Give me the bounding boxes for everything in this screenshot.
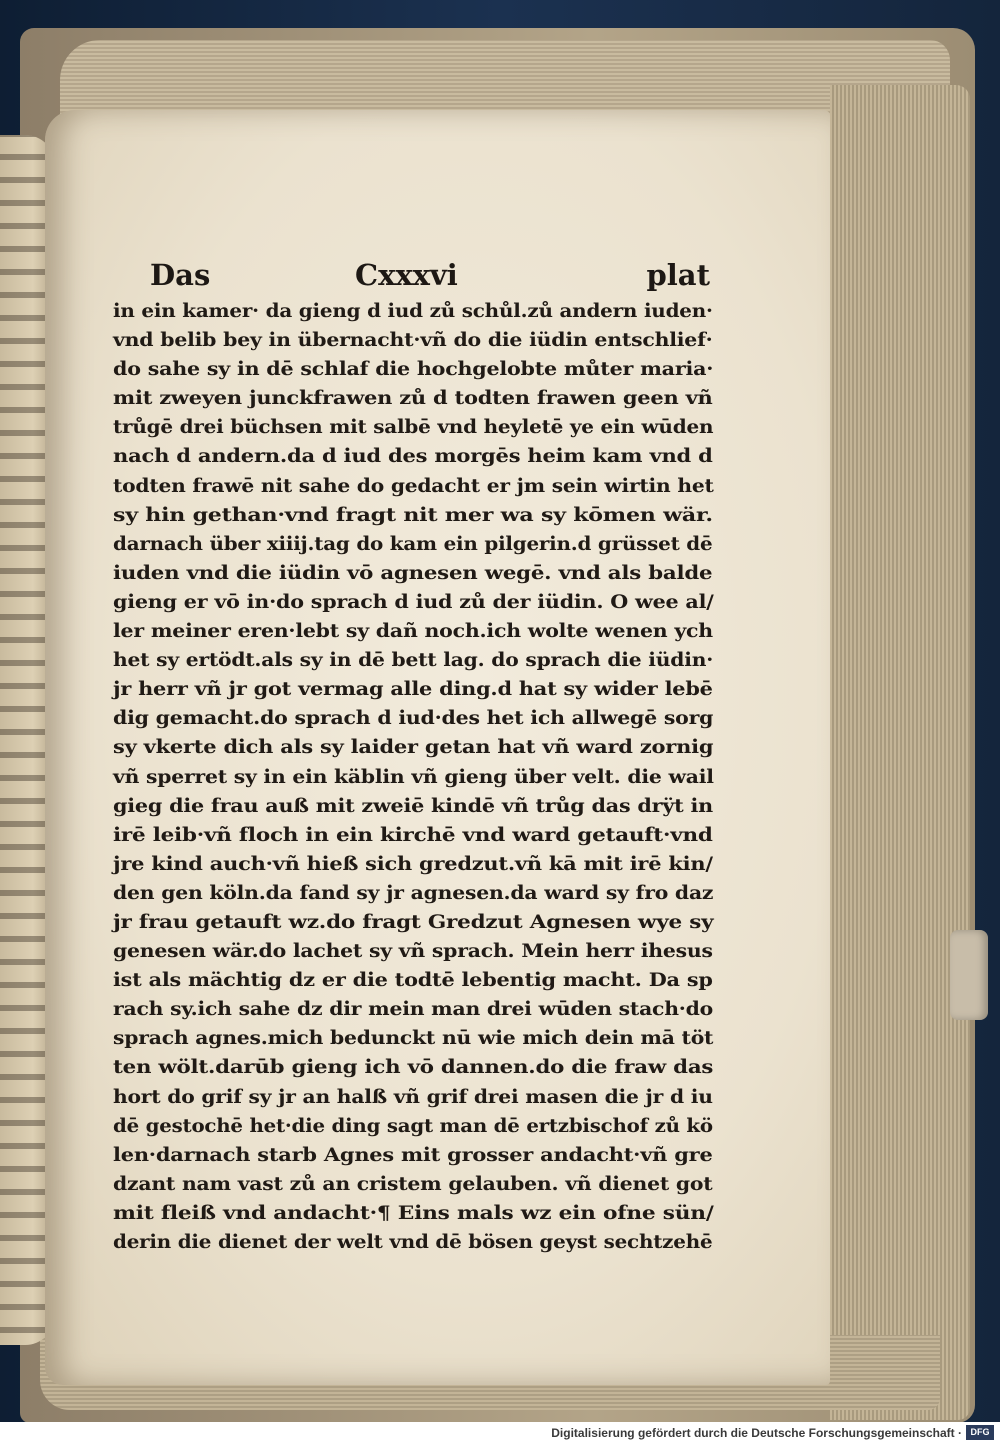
text-line: ist als mächtig dz er die todtē lebentig macht. Da sp — [113, 969, 713, 992]
header-folio: Cxxxvi — [355, 258, 458, 292]
text-line: dzant nam vast zů an cristem gelauben. vñ dienet got — [113, 1172, 713, 1195]
text-line: jr herr vñ jr got vermag alle ding.d hat sy wider lebē — [113, 678, 713, 701]
text-line: ten wölt.darūb gieng ich vō dannen.do die fraw das — [113, 1056, 714, 1079]
footer-credit: Digitalisierung gefördert durch die Deutsche Forschungsgemeinschaft · — [551, 1426, 962, 1440]
text-line: dig gemacht.do sprach d iud·des het ich allwegē sorg — [113, 707, 714, 730]
text-line: jr frau getauft wz.do fragt Gredzut Agnesen wye sy — [113, 910, 714, 933]
text-line: sy vkerte dich als sy laider getan hat vñ ward zornig — [113, 736, 714, 759]
text-line: vnd belib bey in übernacht·vñ do die iüdin entschlief· — [113, 329, 713, 352]
text-line: nach d andern.da d iud des morgēs heim kam vnd d — [113, 445, 713, 468]
text-line: rach sy.ich sahe dz dir mein man drei wūden stach·do — [113, 998, 714, 1021]
text-line: dē gestochē het·die ding sagt man dē ertzbischof zů kö — [113, 1114, 713, 1137]
book-clasp — [950, 930, 988, 1020]
text-line: jre kind auch·vñ hieß sich gredzut.vñ kā mit irē kin/ — [113, 852, 713, 875]
text-line: gieg die frau auß mit zweiē kindē vñ trůg das drÿt in — [113, 794, 713, 817]
digitization-footer — [0, 1422, 1000, 1444]
text-line: mit fleiß vnd andacht·¶ Eins mals wz ein ofne sün/ — [113, 1201, 714, 1224]
text-line: sprach agnes.mich bedunckt nū wie mich dein mā töt — [113, 1027, 714, 1050]
text-line: in ein kamer· da gieng d iud zů schůl.zů andern iuden· — [113, 300, 713, 322]
header-right: plat — [646, 258, 710, 292]
text-line: trůgē drei büchsen mit salbē vnd heyletē ye ein wūden — [113, 416, 714, 439]
text-line: todten frawē nit sahe do gedacht er jm sein wirtin het — [113, 474, 714, 497]
book-fore-edge — [830, 85, 970, 1420]
text-line: irē leib·vñ floch in ein kirchē vnd ward getauft·vnd — [113, 823, 713, 846]
text-line: hort do grif sy jr an halß vñ grif drei masen die jr d iu — [113, 1085, 713, 1108]
text-line: gieng er vō in·do sprach d iud zů der iüdin. O wee al/ — [113, 590, 714, 613]
text-line: genesen wär.do lachet sy vñ sprach. Mein herr ihesus — [113, 940, 713, 963]
running-header — [150, 258, 710, 298]
text-line: ler meiner eren·lebt sy dañ noch.ich wolte wenen ych — [113, 620, 713, 643]
text-line: len·darnach starb Agnes mit grosser andacht·vñ gre — [113, 1143, 713, 1166]
text-line: derin die dienet der welt vnd dē bösen geyst sechtzehē — [113, 1231, 713, 1253]
text-line: do sahe sy in dē schlaf die hochgelobte můter maria· — [113, 358, 714, 381]
header-left: Das — [150, 258, 211, 292]
text-line: sy hin gethan·vnd fragt nit mer wa sy kōmen wär. — [113, 503, 713, 526]
text-line: het sy ertödt.als sy in dē bett lag. do sprach die iüdin· — [113, 649, 714, 672]
text-line: darnach über xiiij.tag do kam ein pilgerin.d grüsset dē — [113, 532, 713, 555]
text-line: den gen köln.da fand sy jr agnesen.da ward sy fro daz — [113, 881, 714, 904]
text-line: iuden vnd die iüdin vō agnesen wegē. vnd als balde — [113, 561, 713, 584]
body-text — [113, 297, 713, 1257]
text-line: vñ sperret sy in ein käblin vñ gieng über velt. die wail — [113, 765, 714, 788]
text-line: mit zweyen junckfrawen zů d todten frawen geen vñ — [113, 387, 713, 410]
dfg-logo: DFG — [966, 1425, 994, 1440]
